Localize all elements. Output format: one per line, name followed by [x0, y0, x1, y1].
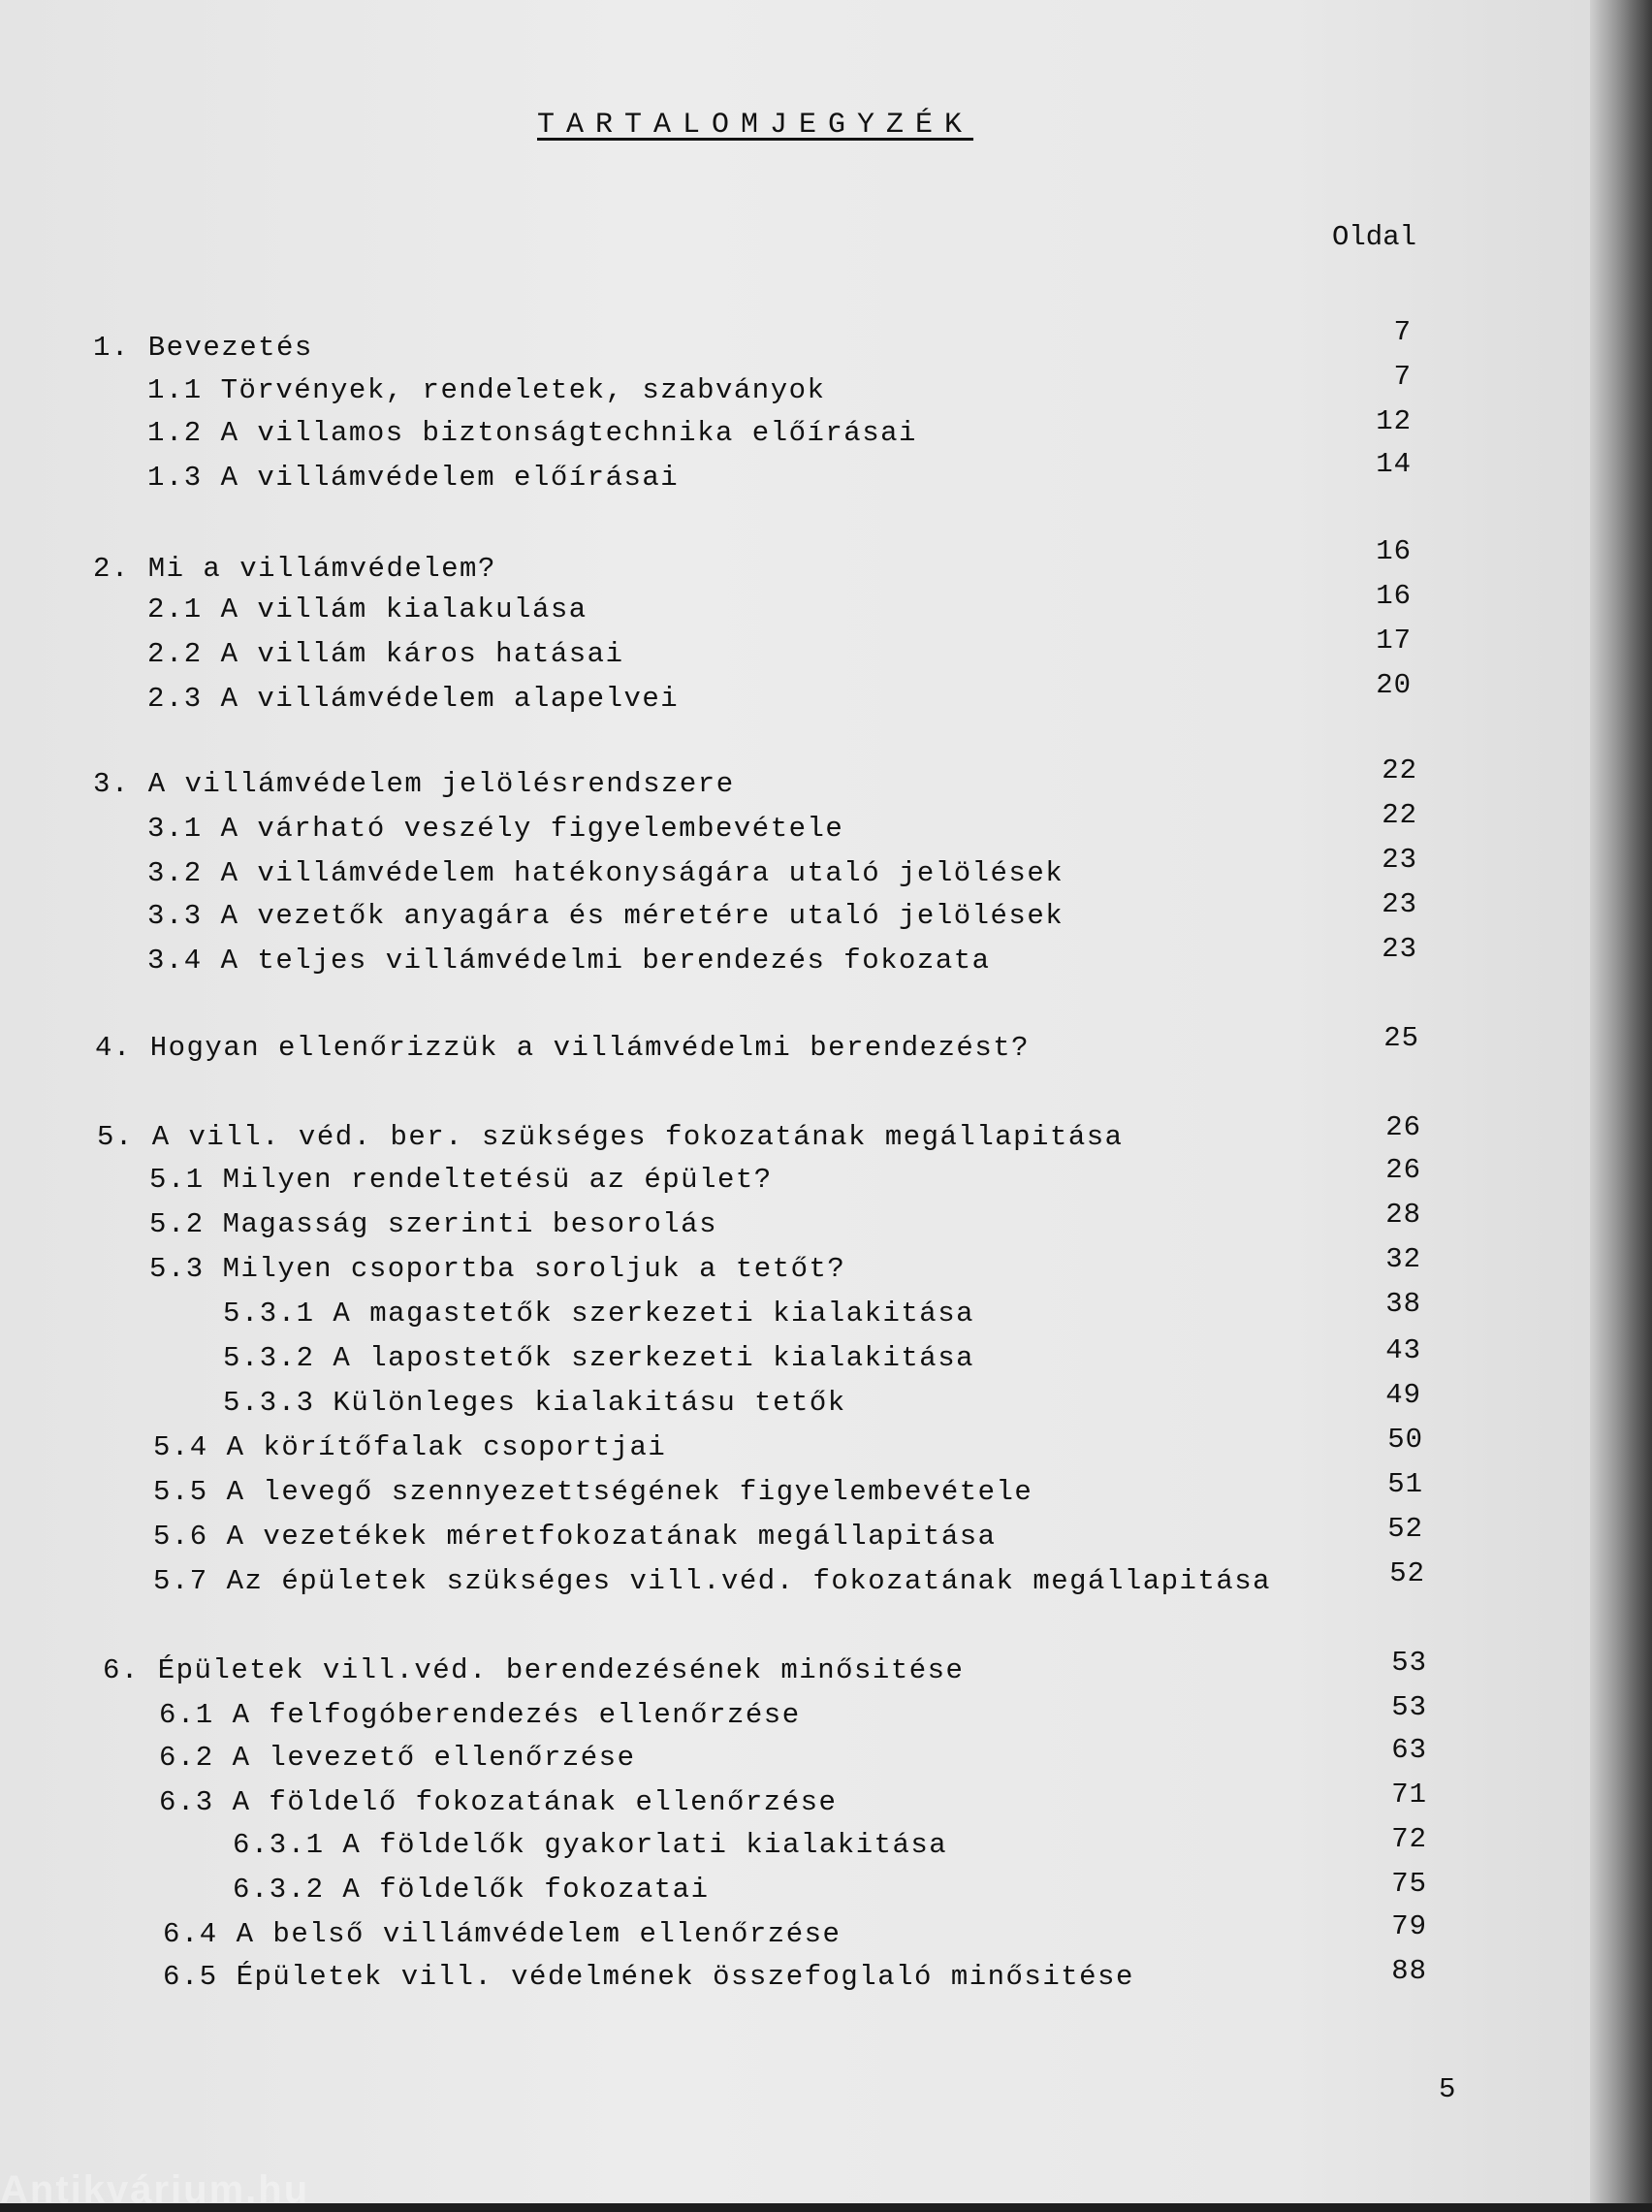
page-number: 5	[1439, 2073, 1456, 2105]
toc-entry-3-1: 3.1 A várható veszély figyelembevétele	[147, 813, 844, 845]
toc-page-5-6: 52	[1387, 1513, 1423, 1545]
toc-entry-6-1: 6.1 A felfogóberendezés ellenőrzése	[159, 1699, 801, 1731]
toc-page-1-3: 14	[1376, 448, 1412, 480]
toc-page-6: 53	[1391, 1647, 1427, 1679]
toc-page-6-1: 53	[1391, 1691, 1427, 1723]
toc-entry-1-1: 1.1 Törvények, rendeletek, szabványok	[147, 374, 826, 406]
toc-entry-6-4: 6.4 A belső villámvédelem ellenőrzése	[163, 1918, 842, 1950]
toc-page-3-4: 23	[1382, 933, 1417, 965]
toc-entry-5-6: 5.6 A vezetékek méretfokozatának megállapitása	[153, 1521, 997, 1553]
toc-page-5-2: 28	[1385, 1199, 1421, 1231]
toc-entry-5-5: 5.5 A levegő szennyezettségének figyelembevétele	[153, 1476, 1033, 1508]
toc-entry-5-3-2: 5.3.2 A lapostetők szerkezeti kialakitása	[223, 1342, 975, 1374]
toc-entry-3-4: 3.4 A teljes villámvédelmi berendezés fokozata	[147, 945, 991, 977]
toc-page-6-3: 71	[1391, 1779, 1427, 1811]
toc-page-5-5: 51	[1387, 1468, 1423, 1500]
toc-page-1-1: 7	[1393, 361, 1412, 393]
toc-page-6-3-1: 72	[1391, 1823, 1427, 1855]
toc-entry-4: 4. Hogyan ellenőrizzük a villámvédelmi berendezést?	[95, 1032, 1031, 1064]
toc-page-3-1: 22	[1382, 799, 1417, 831]
toc-entry-2: 2. Mi a villámvédelem?	[93, 553, 496, 585]
toc-page-3: 22	[1382, 754, 1417, 786]
toc-entry-2-1: 2.1 A villám kialakulása	[147, 593, 588, 625]
toc-page-5-7: 52	[1389, 1557, 1425, 1589]
toc-page-4: 25	[1383, 1022, 1419, 1054]
toc-page-1-2: 12	[1376, 405, 1412, 437]
toc-entry-5-3-3: 5.3.3 Különleges kialakitásu tetők	[223, 1387, 846, 1419]
toc-page-5-3-3: 49	[1385, 1379, 1421, 1411]
toc-entry-5: 5. A vill. véd. ber. szükséges fokozatának megállapitása	[97, 1121, 1124, 1153]
toc-page-5: 26	[1385, 1111, 1421, 1143]
toc-page-5-4: 50	[1387, 1424, 1423, 1456]
toc-page-2-2: 17	[1376, 625, 1412, 657]
toc-page-6-4: 79	[1391, 1910, 1427, 1942]
toc-page-2: 16	[1376, 535, 1412, 567]
watermark-logo: Antikvárium.hu	[0, 2168, 310, 2211]
page-column-header: Oldal	[1332, 221, 1417, 253]
toc-entry-3: 3. A villámvédelem jelölésrendszere	[93, 768, 735, 800]
page-edge-shadow	[1590, 0, 1652, 2203]
toc-entry-2-3: 2.3 A villámvédelem alapelvei	[147, 683, 680, 715]
toc-title: TARTALOMJEGYZÉK	[537, 109, 974, 142]
toc-page-6-2: 63	[1391, 1734, 1427, 1766]
toc-entry-5-3: 5.3 Milyen csoportba soroljuk a tetőt?	[149, 1253, 846, 1285]
toc-entry-5-7: 5.7 Az épületek szükséges vill.véd. fokozatának megállapitása	[153, 1565, 1272, 1597]
toc-entry-6-3-1: 6.3.1 A földelők gyakorlati kialakitása	[233, 1829, 948, 1861]
toc-page-2-3: 20	[1376, 669, 1412, 701]
toc-entry-3-3: 3.3 A vezetők anyagára és méretére utaló jelölések	[147, 900, 1064, 932]
toc-entry-1: 1. Bevezetés	[93, 332, 313, 364]
toc-entry-1-2: 1.2 A villamos biztonságtechnika előírásai	[147, 417, 917, 449]
toc-page-3-2: 23	[1382, 844, 1417, 876]
toc-entry-2-2: 2.2 A villám káros hatásai	[147, 638, 624, 670]
toc-entry-6-2: 6.2 A levezető ellenőrzése	[159, 1742, 636, 1774]
toc-page-5-1: 26	[1385, 1154, 1421, 1186]
toc-entry-5-3-1: 5.3.1 A magastetők szerkezeti kialakitása	[223, 1298, 975, 1330]
toc-entry-6-5: 6.5 Épületek vill. védelmének összefoglaló minősitése	[163, 1961, 1134, 1993]
toc-entry-5-1: 5.1 Milyen rendeltetésü az épület?	[149, 1164, 773, 1196]
toc-page-6-5: 88	[1391, 1955, 1427, 1987]
toc-page-6-3-2: 75	[1391, 1868, 1427, 1900]
toc-entry-3-2: 3.2 A villámvédelem hatékonyságára utaló jelölések	[147, 857, 1064, 889]
toc-entry-6: 6. Épületek vill.véd. berendezésének minősitése	[103, 1654, 965, 1686]
toc-entry-5-4: 5.4 A körítőfalak csoportjai	[153, 1431, 667, 1463]
toc-page-5-3: 32	[1385, 1243, 1421, 1275]
toc-entry-1-3: 1.3 A villámvédelem előírásai	[147, 462, 680, 494]
toc-entry-6-3-2: 6.3.2 A földelők fokozatai	[233, 1874, 710, 1906]
toc-page-3-3: 23	[1382, 888, 1417, 920]
toc-page-5-3-2: 43	[1385, 1334, 1421, 1366]
toc-page-1: 7	[1393, 316, 1412, 348]
toc-entry-6-3: 6.3 A földelő fokozatának ellenőrzése	[159, 1786, 838, 1818]
toc-page-2-1: 16	[1376, 580, 1412, 612]
toc-entry-5-2: 5.2 Magasság szerinti besorolás	[149, 1208, 717, 1240]
toc-page-5-3-1: 38	[1385, 1288, 1421, 1320]
